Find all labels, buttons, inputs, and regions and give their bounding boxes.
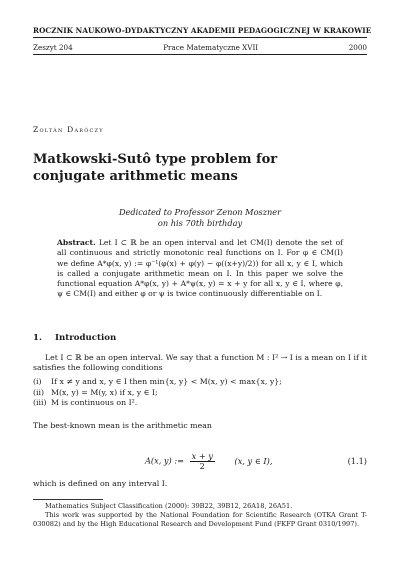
dedication-line-2: on his 70th birthday bbox=[157, 218, 243, 228]
footnote-msc: Mathematics Subject Classification (2000): 39B22, 39B12, 26A18, 26A51. bbox=[45, 502, 293, 510]
equation-1-1 bbox=[33, 448, 367, 470]
publication-year: 2000 bbox=[348, 43, 367, 52]
condition-text: If x ≠ y and x, y ∈ I then min{x, y} < M(x, y) < max{x, y}; bbox=[51, 377, 282, 386]
equation-formula bbox=[145, 452, 272, 471]
section-number: 1. bbox=[33, 333, 42, 343]
condition-item bbox=[33, 398, 367, 409]
intro-paragraph: Let I ⊂ ℝ be an open interval. We say that a function M : I² → I is a mean on I if it satisfies the following conditions bbox=[33, 353, 367, 373]
abstract-text: Let I ⊂ ℝ be an open interval and let CM(I) denote the set of all continuous and strictly monotonic real functions on I. For φ ∈ CM(I) we define A*φ(x, y) := φ⁻¹(φ(x) + φ(y) − φ((x+y)/2)) for all x, y ∈ I, which is called a conjugate arithmetic mean on I. In this paper we solve the functional equation A*φ(x, y) + A*ψ(x, y) = x + y for all x, y ∈ I, where φ, ψ ∈ CM(I) and either φ or ψ is twice continuously differentiable on I. bbox=[57, 238, 343, 299]
condition-text: M is continuous on I². bbox=[51, 398, 138, 408]
journal-name: ROCZNIK NAUKOWO-DYDAKTYCZNY AKADEMII PEDAGOGICZNEJ W KRAKOWIE bbox=[33, 26, 372, 35]
equation-denominator: 2 bbox=[199, 461, 205, 471]
dedication-line-1: Dedicated to Professor Zenon Moszner bbox=[118, 207, 282, 217]
footnotes bbox=[33, 502, 367, 529]
header-meta bbox=[33, 43, 367, 52]
after-equation-sentence: which is defined on any interval I. bbox=[33, 479, 168, 488]
best-known-sentence: The best-known mean is the arithmetic mean bbox=[33, 421, 212, 430]
series-name: Prace Matematyczne XVII bbox=[163, 43, 259, 52]
footnote-rule bbox=[33, 499, 103, 500]
condition-label: (ii) bbox=[33, 387, 45, 397]
section-title: Introduction bbox=[55, 333, 117, 343]
condition-item bbox=[33, 388, 367, 399]
condition-label: (i) bbox=[33, 377, 42, 386]
footnote-support: This work was supported by the National Foundation for Scientific Research (OTKA Grant T-030082) and by the High Educational Research and Development Fund (FKFP Grant 0310/1997). bbox=[33, 511, 367, 528]
abstract-label: Abstract. bbox=[57, 238, 96, 247]
equation-lhs: A(x, y) := bbox=[145, 455, 184, 466]
equation-number: (1.1) bbox=[347, 456, 367, 466]
paper-title: Matkowski-Sutô type problem for conjugate arithmetic means bbox=[33, 152, 278, 184]
condition-item bbox=[33, 377, 367, 388]
issue-number: Zeszyt 204 bbox=[33, 43, 73, 52]
condition-label: (iii) bbox=[33, 398, 47, 408]
section-heading bbox=[33, 333, 116, 343]
dedication bbox=[33, 207, 367, 229]
equation-condition: (x, y ∈ I), bbox=[234, 455, 273, 466]
conditions-list bbox=[33, 377, 367, 409]
condition-text: M(x, y) = M(y, x) if x, y ∈ I; bbox=[51, 387, 158, 397]
equation-fraction bbox=[190, 452, 215, 471]
header-rule-bottom bbox=[33, 54, 367, 55]
header-rule-top bbox=[33, 37, 367, 38]
equation-numerator: x + y bbox=[191, 451, 213, 461]
abstract bbox=[57, 238, 343, 300]
author-name: Zoltán Daróczy bbox=[33, 125, 104, 134]
